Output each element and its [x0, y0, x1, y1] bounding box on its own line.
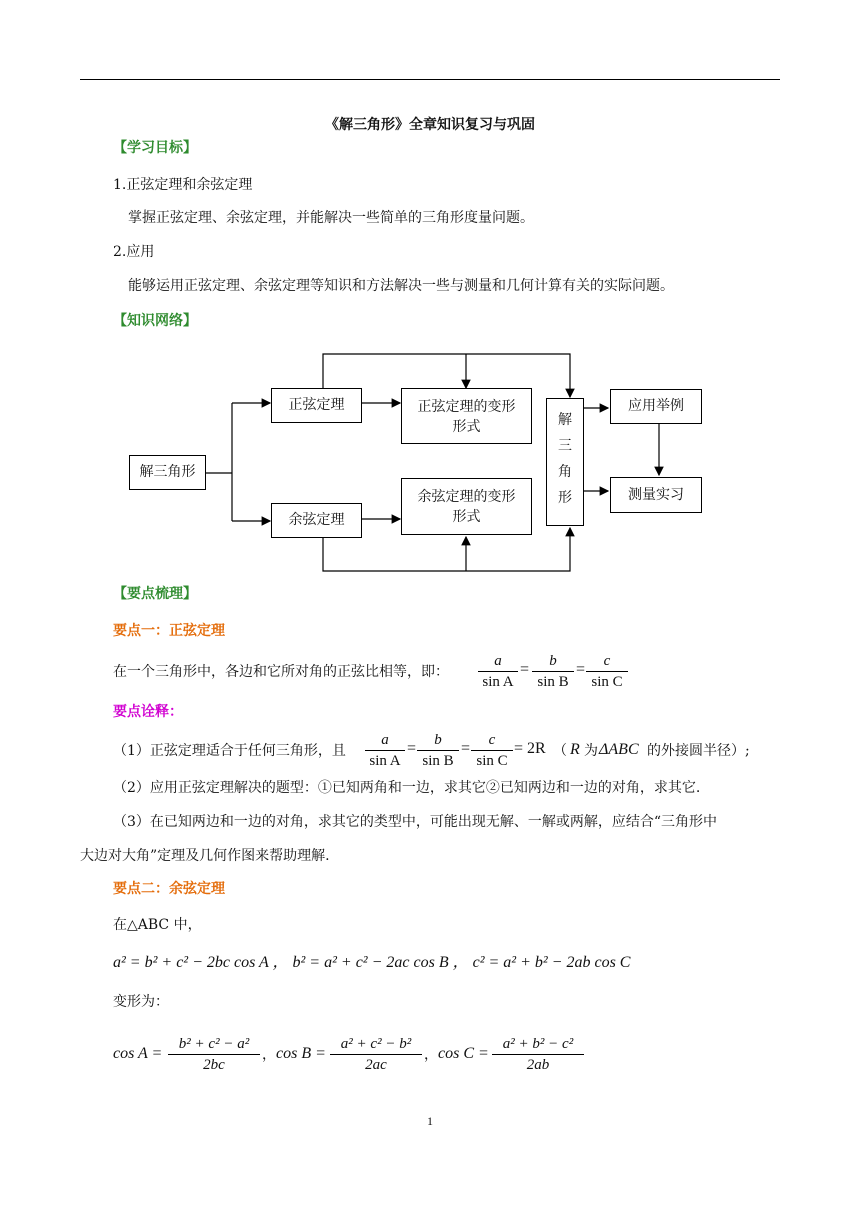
cosC-num: a² + b² − c²: [502, 1036, 574, 1052]
node-sine-var-line1: 正弦定理的变形: [417, 399, 516, 415]
note1-tail: 的外接圆半径）;: [647, 743, 750, 759]
note3-line1: （3）在已知两边和一边的对角，求其它的类型中，可能出现无解、一解或两解，应结合“三角形中: [113, 814, 718, 830]
note1-paren: （: [553, 743, 567, 759]
goal2-text: 能够运用正弦定理、余弦定理等知识和方法解决一些与测量和几何计算有关的实际问题。: [128, 278, 674, 294]
frac-cosB: [330, 1035, 422, 1074]
sep-1: ，: [262, 1047, 276, 1063]
node-sine-law: 正弦定理: [271, 388, 362, 423]
frac2-a-sinA: [365, 731, 405, 770]
cosB-den: 2ac: [365, 1057, 387, 1073]
note1-wei: 为: [584, 743, 598, 759]
point1-text: 在一个三角形中，各边和它所对角的正弦比相等，即：: [113, 664, 449, 680]
node-solve-char-2: 三: [558, 438, 572, 454]
note1-text: （1）正弦定理适合于任何三角形，且: [113, 743, 346, 759]
den2-sinA: sin A: [369, 753, 401, 769]
den-sinC: sin C: [591, 674, 623, 690]
node-solve-vertical: [546, 398, 584, 526]
eq2-sign-1: =: [407, 740, 417, 757]
note3-line2: 大边对大角”定理及几何作图来帮助理解.: [80, 848, 330, 864]
cosC-lhs: cos C =: [438, 1045, 489, 1062]
den-sinB: sin B: [537, 674, 569, 690]
goal1-text: 掌握正弦定理、余弦定理，并能解决一些简单的三角形度量问题。: [128, 210, 534, 226]
frac-cosC: [492, 1035, 584, 1074]
node-cos-var-line2: 形式: [452, 509, 481, 525]
num-b: b: [549, 653, 557, 669]
notes-heading: 要点诠释：: [113, 704, 183, 720]
frac-c-sinC: [586, 652, 628, 691]
frac2-b-sinB: [417, 731, 459, 770]
node-sine-var-line2: 形式: [452, 419, 481, 435]
frac-b-sinB: [532, 652, 574, 691]
note1-R: R: [570, 741, 580, 758]
cosC-den: 2ab: [526, 1057, 550, 1073]
goal2-heading: 2.应用: [113, 244, 155, 260]
header-rule: [80, 79, 780, 80]
node-solve-char-1: 解: [558, 412, 572, 428]
cosB-num: a² + c² − b²: [340, 1036, 412, 1052]
node-cos-var-line1: 余弦定理的变形: [417, 489, 516, 505]
diagram-connectors: [0, 0, 860, 600]
cosB-lhs: cos B =: [276, 1045, 326, 1062]
point1-heading: 要点一：正弦定理: [113, 623, 225, 639]
num2-b: b: [434, 732, 442, 748]
frac-cosA: [168, 1035, 260, 1074]
cosA-num: b² + c² − a²: [178, 1036, 250, 1052]
den-sinA: sin A: [482, 674, 514, 690]
node-application-examples: 应用举例: [610, 389, 702, 424]
num2-c: c: [488, 732, 496, 748]
page-number: 1: [427, 1114, 433, 1128]
section-goals: 【学习目标】: [113, 140, 197, 156]
sep-2: ，: [424, 1047, 438, 1063]
node-cosine-law: 余弦定理: [271, 503, 362, 538]
page-title: 《解三角形》全章知识复习与巩固: [325, 117, 535, 133]
transform-label: 变形为：: [113, 994, 169, 1010]
node-sine-law-variants: [401, 388, 532, 444]
den2-sinB: sin B: [422, 753, 454, 769]
frac2-c-sinC: [471, 731, 513, 770]
node-solve-triangle: 解三角形: [129, 455, 206, 490]
eq-sign-1: =: [520, 661, 530, 678]
note2-text: （2）应用正弦定理解决的题型：①已知两角和一边，求其它②已知两边和一边的对角，求其它.: [113, 780, 701, 796]
cosA-lhs: cos A =: [113, 1045, 163, 1062]
section-network: 【知识网络】: [113, 313, 197, 329]
node-cosine-law-variants: [401, 478, 532, 535]
eq2-sign-2: =: [461, 740, 471, 757]
num2-a: a: [381, 732, 389, 748]
num-c: c: [603, 653, 611, 669]
den2-sinC: sin C: [476, 753, 508, 769]
num-a: a: [494, 653, 502, 669]
frac-a-sinA: [478, 652, 518, 691]
section-key-points: 【要点梳理】: [113, 586, 197, 602]
eq-sign-2: =: [576, 661, 586, 678]
node-solve-char-3: 角: [558, 464, 572, 480]
cosA-den: 2bc: [203, 1057, 225, 1073]
point2-text: 在△ABC 中，: [113, 917, 202, 933]
cosine-law-formula: a² = b² + c² − 2bc cos A ， b² = a² + c² − 2ac cos B ， c² = a² + b² − 2ab cos C: [113, 954, 631, 971]
point2-heading: 要点二：余弦定理: [113, 881, 225, 897]
eq2-2R: = 2R: [514, 740, 546, 757]
knowledge-network-diagram: [0, 0, 860, 600]
note1-triangle: ΔABC: [599, 741, 639, 758]
node-solve-char-4: 形: [558, 490, 572, 506]
node-measurement-practice: 测量实习: [610, 477, 702, 513]
goal1-heading: 1.正弦定理和余弦定理: [113, 177, 253, 193]
